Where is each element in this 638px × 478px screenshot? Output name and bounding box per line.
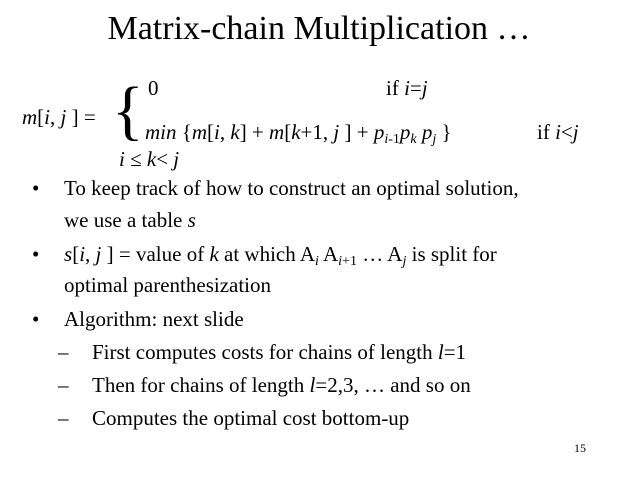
case1-condition: if i=j — [386, 76, 428, 100]
case2-range: i ≤ k< j — [119, 147, 180, 171]
page-number: 15 — [574, 441, 586, 455]
case1-value: 0 — [148, 76, 159, 100]
subbullet-1: First computes costs for chains of length l=1 — [92, 340, 467, 364]
bullet-marker: • — [32, 242, 40, 266]
slide-title: Matrix-chain Multiplication … — [107, 10, 531, 47]
dash-marker: – — [58, 340, 69, 364]
bullet-2-line-1: s[i, j ] = value of k at which $A_i$ $A_{i+1}$ … $A_j$ is split for — [64, 242, 497, 269]
bullet-marker: • — [32, 307, 40, 331]
case2-value: min {m[i, k] + m[k+1, j ] + $p_{i-1}p_k$ $p_j$ } — [145, 120, 452, 147]
bullet-marker: • — [32, 176, 40, 200]
bullet-1-line-2: we use a table s — [64, 208, 196, 232]
bullet-1-line-1: To keep track of how to construct an optimal solution, — [64, 176, 519, 200]
dash-marker: – — [58, 373, 69, 397]
subbullet-3: Computes the optimal cost bottom-up — [92, 406, 410, 430]
formula-lhs: m[i, j ] = — [22, 105, 96, 129]
bullet-3: Algorithm: next slide — [64, 307, 244, 331]
brace-glyph: { — [112, 74, 144, 147]
dash-marker: – — [58, 406, 69, 430]
case2-condition: if i<j — [537, 120, 579, 144]
bullet-2-line-2: optimal parenthesization — [64, 273, 272, 297]
subbullet-2: Then for chains of length l=2,3, … and so on — [92, 373, 471, 397]
